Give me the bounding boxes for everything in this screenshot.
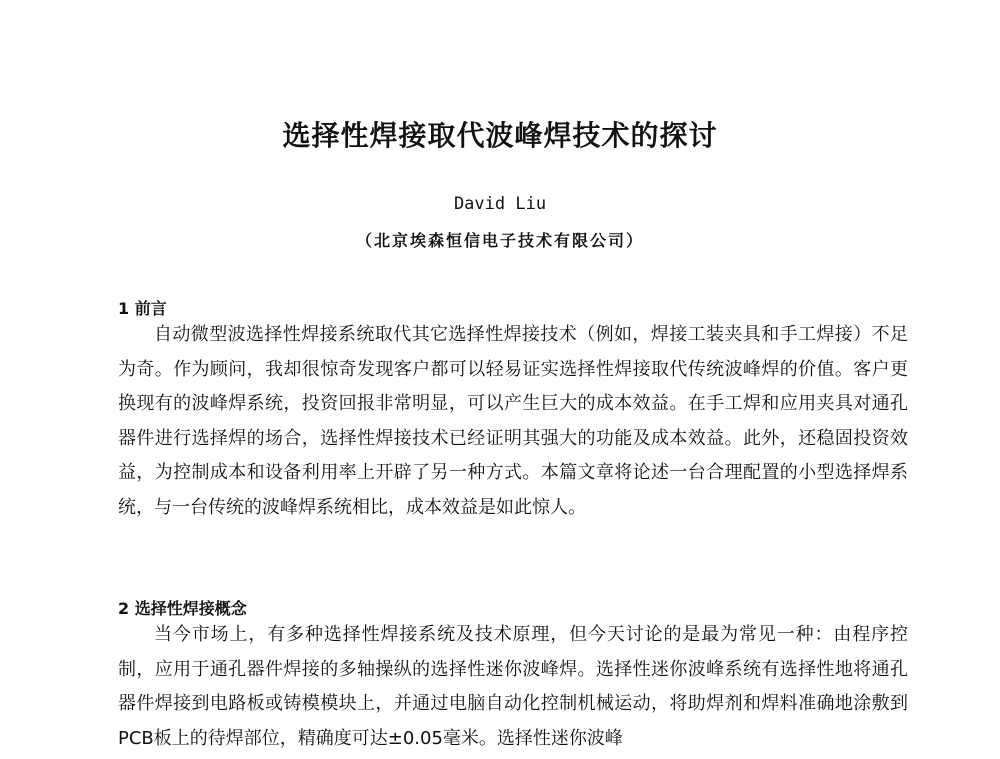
- section-heading-2: 2 选择性焊接概念: [118, 599, 247, 618]
- author-affiliation: （北京埃森恒信电子技术有限公司）: [355, 231, 644, 250]
- section-paragraph-2: 当今市场上，有多种选择性焊接系统及技术原理，但今天讨论的是最为常见一种：由程序控制，应用于通孔器件焊接的多轴操纵的选择性迷你波峰焊。选择性迷你波峰系统有选择性地将通孔器件焊接到电路板或铸模模块上，并通过电脑自动化控制机械运动，将助焊剂和焊料准确地涂敷到PCB板上的待焊部位，精确度可达±0.05毫米。选择性迷你波峰: [118, 624, 908, 749]
- section-paragraph-1: 自动微型波选择性焊接系统取代其它选择性焊接技术（例如，焊接工装夹具和手工焊接）不足为奇。作为顾问，我却很惊奇发现客户都可以轻易证实选择性焊接取代传统波峰焊的价值。客户更换现有的波峰焊系统，投资回报非常明显，可以产生巨大的成本效益。在手工焊和应用夹具对通孔器件进行选择焊的场合，选择性焊接技术已经证明其强大的功能及成本效益。此外，还稳固投资效益，为控制成本和设备利用率上开辟了另一种方式。本篇文章将论述一台合理配置的小型选择焊系统，与一台传统的波峰焊系统相比，成本效益是如此惊人。: [118, 324, 908, 518]
- paper-title: 选择性焊接取代波峰焊技术的探讨: [282, 119, 718, 152]
- section-heading-1: 1 前言: [118, 299, 167, 318]
- author-name: David Liu: [453, 194, 547, 214]
